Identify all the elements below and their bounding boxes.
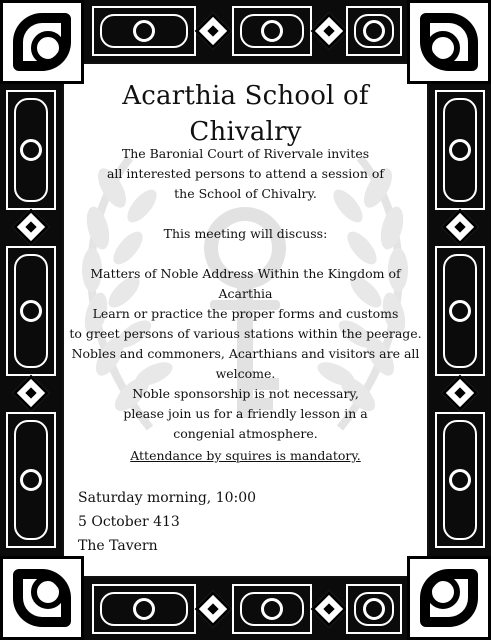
knot-panel [346, 6, 402, 56]
text-line: all interested persons to attend a session of [106, 166, 385, 181]
knot-panel [232, 6, 312, 56]
attendance-text: Attendance by squires is mandatory. [130, 448, 361, 463]
corner-knot-icon [0, 0, 84, 84]
meeting-topic: Matters of Noble Address Within the Kingdom of Acarthia [90, 266, 401, 301]
knot-panel [232, 584, 312, 634]
knot-panel [6, 90, 56, 210]
event-time: Saturday morning, 10:00 [78, 490, 257, 506]
knot-panel [435, 90, 485, 210]
text-line: Learn or practice the proper forms and customs [92, 306, 399, 321]
text-line: congenial atmosphere. [173, 426, 318, 441]
text-line: please join us for a friendly lesson in a [123, 406, 368, 421]
document-title: Acarthia School of Chivalry [122, 81, 369, 147]
corner-knot-icon [407, 0, 491, 84]
event-date: 5 October 413 [78, 514, 180, 530]
text-line: Nobles and commoners, Acarthians and visitors are all welcome. [71, 346, 420, 381]
invitation-paragraph [62, 144, 429, 204]
event-place: The Tavern [78, 538, 158, 554]
knot-panel [346, 584, 402, 634]
knot-panel [435, 412, 485, 548]
knot-panel [92, 6, 196, 56]
corner-knot-icon [407, 556, 491, 640]
discussion-intro: This meeting will discuss: [163, 226, 328, 241]
knot-panel [6, 246, 56, 376]
text-line: to greet persons of various stations within the peerage. [69, 326, 422, 341]
text-line: The Baronial Court of Rivervale invites [121, 146, 370, 161]
corner-knot-icon [0, 556, 84, 640]
details-paragraph [62, 304, 429, 444]
knot-panel [435, 246, 485, 376]
text-line: Noble sponsorship is not necessary, [132, 386, 359, 401]
knot-panel [92, 584, 196, 634]
text-line: the School of Chivalry. [174, 186, 317, 201]
attendance-note [62, 446, 429, 466]
knot-panel [6, 412, 56, 548]
